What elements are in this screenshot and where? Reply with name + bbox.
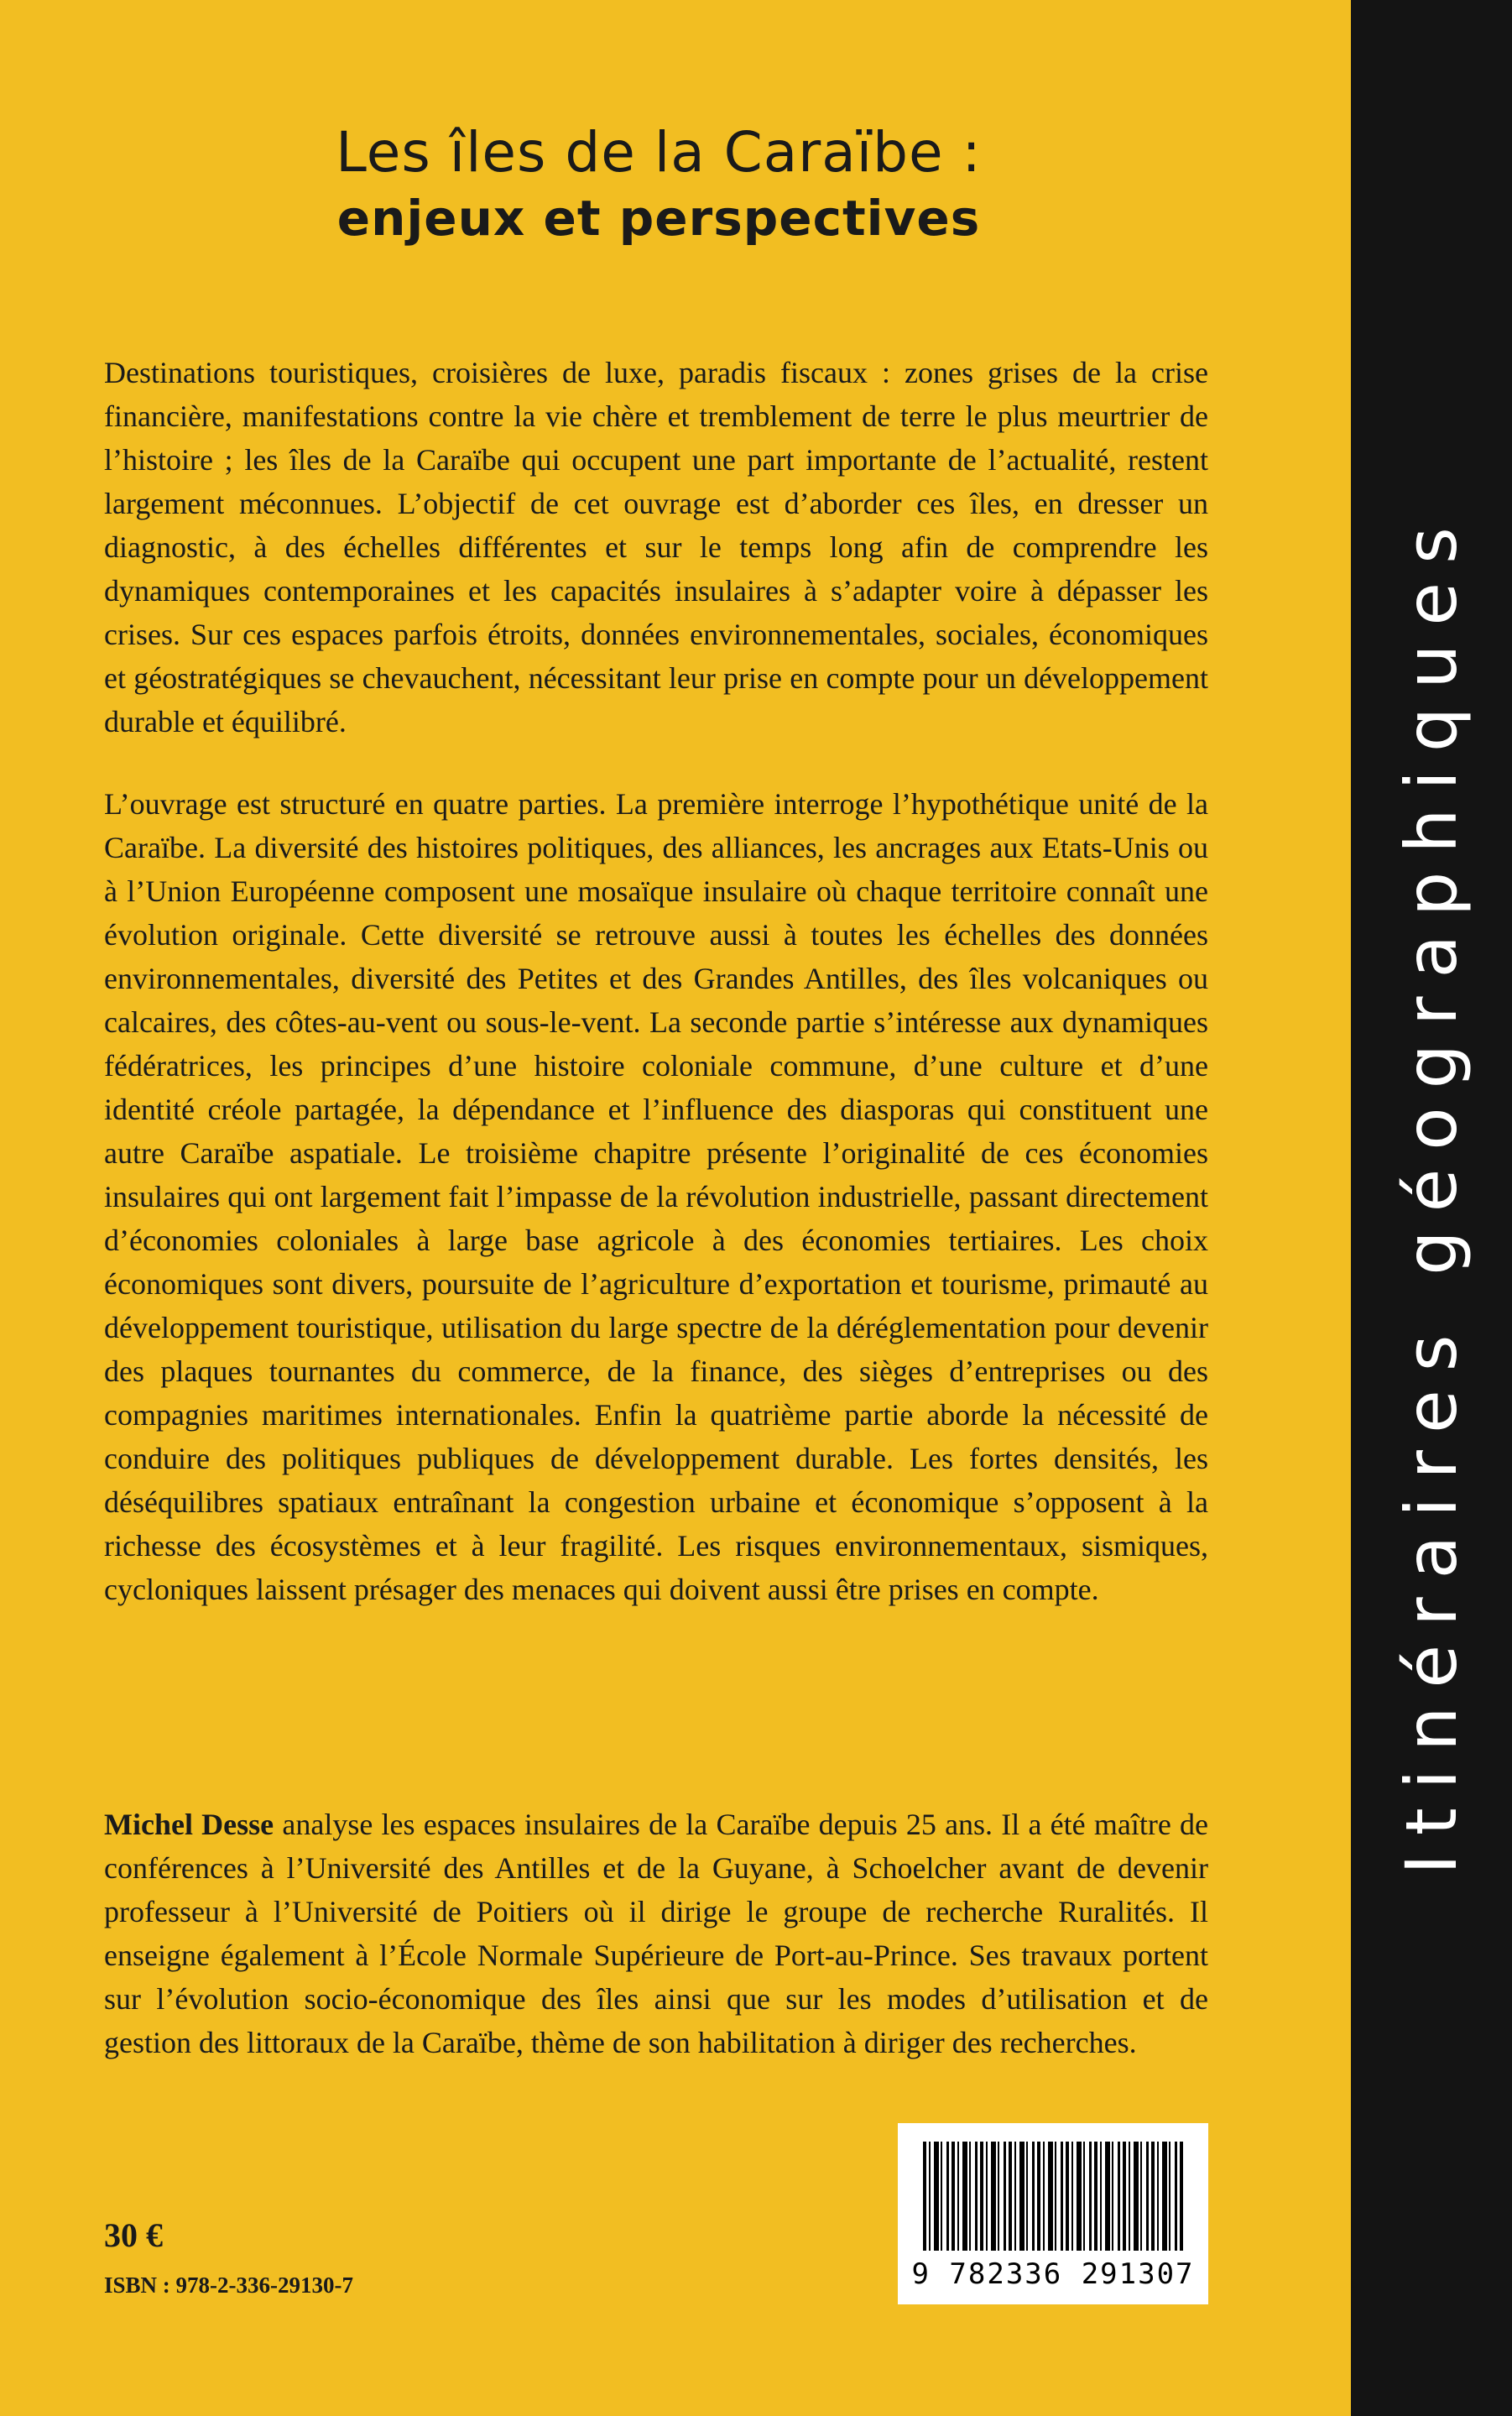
book-title	[0, 117, 1317, 248]
barcode	[898, 2123, 1208, 2304]
author-bio-text: analyse les espaces insulaires de la Caraïbe depuis 25 ans. Il a été maître de conférences à l’Université des Antilles et de la Guyane, à Schoelcher avant de devenir professeur à l’Université de Poitiers où il dirige le groupe de recherche Ruralités. Il enseigne également à l’École Normale Supérieure de Port-au-Prince. Ses travaux portent sur l’évolution socio-économique des îles ainsi que sur les modes d’utilisation et de gestion des littoraux de la Caraïbe, thème de son habilitation à diriger des recherches.	[104, 1808, 1208, 2059]
series-name: Itinéraires géographiques	[1390, 509, 1473, 1875]
author-bio	[104, 1803, 1208, 2064]
price: 30 €	[104, 2216, 163, 2254]
barcode-bars	[923, 2142, 1183, 2251]
title-subtitle: enjeux et perspectives	[336, 190, 981, 247]
summary-paragraph-1: Destinations touristiques, croisières de luxe, paradis fiscaux : zones grises de la crise financière, manifestations contre la vie chère et tremblement de terre le plus meurtrier de l’histoire ; les îles de la Caraïbe qui occupent une part importante de l’actualité, restent largement méconnues. L’objectif de cet ouvrage est d’aborder ces îles, en dresser un diagnostic, à des échelles différentes et sur le temps long afin de comprendre les dynamiques contemporaines et les capacités insulaires à s’adapter voire à dépasser les crises. Sur ces espaces parfois étroits, données environnementales, sociales, économiques et géostratégiques se chevauchent, nécessitant leur prise en compte pour un développement durable et équilibré.	[104, 356, 1208, 738]
barcode-digits: 9 782336 291307	[911, 2257, 1195, 2291]
spine	[1351, 0, 1512, 2416]
isbn: ISBN : 978-2-336-29130-7	[104, 2273, 353, 2298]
title-main: Les îles de la Caraïbe :	[336, 120, 982, 185]
summary-paragraph-2: L’ouvrage est structuré en quatre parties. La première interroge l’hypothétique unité de la Caraïbe. La diversité des histoires politiques, des alliances, les ancrages aux Etats-Unis ou à l’Union Européenne composent une mosaïque insulaire où chaque territoire connaît une évolution originale. Cette diversité se retrouve aussi à toutes les échelles des données environnementales, diversité des Petites et des Grandes Antilles, des îles volcaniques ou calcaires, des côtes-au-vent ou sous-le-vent. La seconde partie s’intéresse aux dynamiques fédératrices, les principes d’une histoire coloniale commune, d’une culture et d’une identité créole partagée, la dépendance et l’influence des diasporas qui constituent une autre Caraïbe aspatiale. Le troisième chapitre présente l’originalité de ces économies insulaires qui ont largement fait l’impasse de la révolution industrielle, passant directement d’économies coloniales à large base agricole à des économies tertiaires. Les choix économiques sont divers, poursuite de l’agriculture d’exportation et tourisme, primauté au développement touristique, utilisation du large spectre de la déréglementation pour devenir des plaques tournantes du commerce, de la finance, des sièges d’entreprises ou des compagnies maritimes internationales. Enfin la quatrième partie aborde la nécessité de conduire des politiques publiques de développement durable. Les fortes densités, les déséquilibres spatiaux entraînant la congestion urbaine et économique s’opposent à la richesse des écosystèmes et à leur fragilité. Les risques environnementaux, sismiques, cycloniques laissent présager des menaces qui doivent aussi être prises en compte.	[104, 787, 1208, 1606]
author-name: Michel Desse	[104, 1808, 274, 1841]
